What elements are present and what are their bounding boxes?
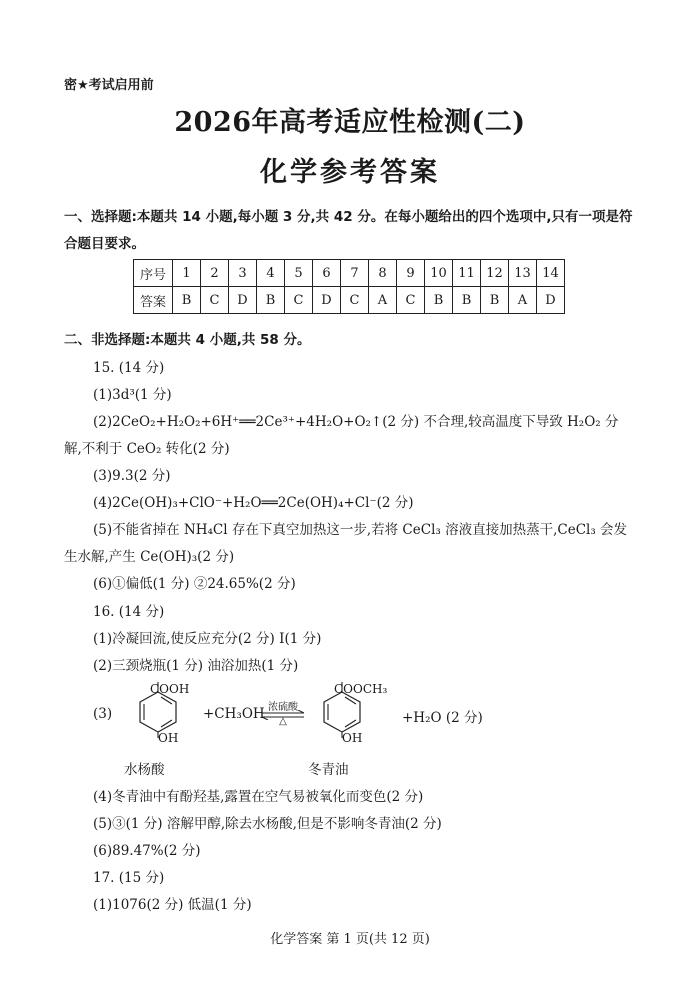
table-cell-answer: D — [313, 287, 341, 314]
q15-part5-line1: (5)不能省掉在 NH₄Cl 存在下真空加热这一步,若将 CeCl₃ 溶液直接加热蒸干,CeCl₃ 会发 — [93, 522, 628, 538]
q15-part1: (1)3d³(1 分) — [93, 387, 172, 403]
q16-part1: (1)冷凝回流,使反应充分(2 分) Ⅰ(1 分) — [93, 631, 322, 647]
q15-part5-line2: 生水解,产生 Ce(OH)₃(2 分) — [64, 549, 235, 565]
answer-key-title: 化学参考答案 — [260, 157, 440, 188]
table-cell-number: 14 — [537, 260, 565, 287]
table-cell-number: 9 — [397, 260, 425, 287]
table-cell-answer: C — [341, 287, 369, 314]
table-cell-number: 12 — [481, 260, 509, 287]
answer-table-answer-row — [134, 287, 565, 314]
table-cell-number: 1 — [173, 260, 201, 287]
table-cell-answer: A — [369, 287, 397, 314]
q15-part6: (6)①偏低(1 分) ②24.65%(2 分) — [93, 576, 296, 592]
methanol-reagent: +CH₃OH — [203, 706, 265, 722]
page-footer: 化学答案 第 1 页(共 12 页) — [270, 932, 430, 947]
table-cell-answer: C — [201, 287, 229, 314]
q16-part5: (5)③(1 分) 溶解甲醇,除去水杨酸,但是不影响冬青油(2 分) — [93, 816, 442, 832]
q15-part2-line1: (2)2CeO₂+H₂O₂+6H⁺══2Ce³⁺+4H₂O+O₂↑(2 分) 不合理,较高温度下导致 H₂O₂ 分 — [93, 414, 619, 430]
table-cell-number: 8 — [369, 260, 397, 287]
table-cell-number: 4 — [257, 260, 285, 287]
q15-part2-line2: 解,不利于 CeO₂ 转化(2 分) — [64, 441, 230, 457]
table-cell-number: 7 — [341, 260, 369, 287]
wintergreen-oil-name: 冬青油 — [308, 762, 349, 778]
table-cell-answer: B — [257, 287, 285, 314]
answer-table — [133, 259, 565, 314]
table-cell-number: 11 — [453, 260, 481, 287]
table-cell-answer: B — [425, 287, 453, 314]
section2-title: 二、非选择题:本题共 4 小题,共 58 分。 — [64, 332, 311, 348]
section1-instructions-line1: 一、选择题:本题共 14 小题,每小题 3 分,共 42 分。在每小题给出的四个选项中,只有一项是符 — [64, 209, 633, 225]
q16-part4: (4)冬青油中有酚羟基,露置在空气易被氧化而变色(2 分) — [93, 789, 424, 805]
q17-part1: (1)1076(2 分) 低温(1 分) — [93, 897, 252, 913]
salicylic-acid-name: 水杨酸 — [124, 762, 165, 778]
q16-part6: (6)89.47%(2 分) — [93, 843, 201, 859]
answer-table-number-row — [134, 260, 565, 287]
table-cell-answer: B — [481, 287, 509, 314]
table-cell-answer: C — [397, 287, 425, 314]
salicylic-oh-label: OH — [158, 731, 179, 745]
table-cell-answer: C — [285, 287, 313, 314]
table-cell-answer: B — [173, 287, 201, 314]
methyl-salicylate-ester-label: COOCH₃ — [334, 682, 388, 696]
q16-part3-label: (3) — [93, 706, 113, 722]
water-product: +H₂O (2 分) — [402, 710, 483, 726]
table-header-number: 序号 — [134, 260, 173, 287]
table-cell-number: 10 — [425, 260, 453, 287]
confidential-mark: 密★考试启用前 — [64, 78, 154, 93]
table-cell-answer: D — [537, 287, 565, 314]
table-cell-number: 5 — [285, 260, 313, 287]
table-cell-answer: B — [453, 287, 481, 314]
exam-title: 2026年高考适应性检测(二) — [174, 107, 526, 138]
section1-instructions-line2: 合题目要求。 — [64, 236, 145, 252]
table-cell-number: 6 — [313, 260, 341, 287]
table-cell-answer: A — [509, 287, 537, 314]
q16-header: 16. (14 分) — [93, 604, 165, 620]
q15-header: 15. (14 分) — [93, 360, 165, 376]
table-header-answer: 答案 — [134, 287, 173, 314]
q16-part2: (2)三颈烧瓶(1 分) 油浴加热(1 分) — [93, 658, 299, 674]
heat-label: △ — [279, 716, 287, 727]
table-cell-answer: D — [229, 287, 257, 314]
salicylic-cooh-label: COOH — [150, 682, 190, 696]
table-cell-number: 3 — [229, 260, 257, 287]
methyl-salicylate-oh-label: OH — [342, 731, 363, 745]
table-cell-number: 13 — [509, 260, 537, 287]
q15-part3: (3)9.3(2 分) — [93, 468, 171, 484]
q15-part4: (4)2Ce(OH)₃+ClO⁻+H₂O══2Ce(OH)₄+Cl⁻(2 分) — [93, 495, 414, 511]
catalyst-label: 浓硫酸 — [268, 702, 298, 713]
table-cell-number: 2 — [201, 260, 229, 287]
q17-header: 17. (15 分) — [93, 870, 165, 886]
